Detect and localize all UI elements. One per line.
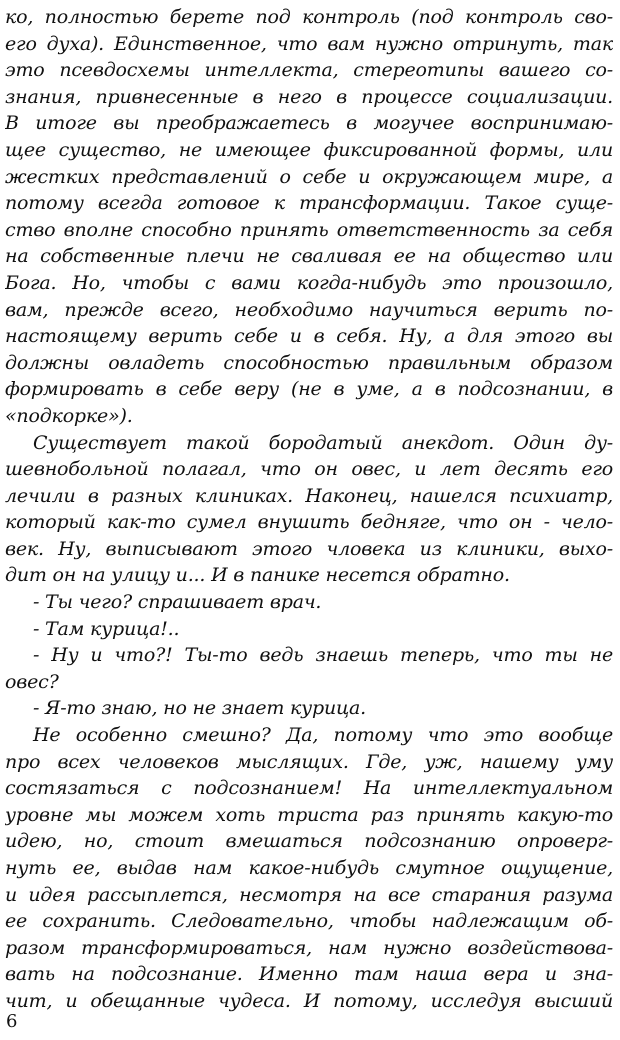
text-line: - Ты чего? спрашивает врач.	[33, 591, 322, 614]
text-line: должны овладеть способностью правильным образом	[5, 351, 613, 374]
text-line: уровне мы можем хоть триста раз принять какую-то	[5, 803, 613, 826]
text-line: лечили в разных клиниках. Наконец, нашелся психиатр,	[5, 484, 613, 507]
text-line: про всех человеков мыслящих. Где, уж, нашему уму	[5, 750, 613, 773]
text-line: нуть ее, выдав нам какое-нибудь смутное ощущение,	[5, 857, 613, 879]
text-line: ство вполне способно принять ответственность за себя	[5, 218, 613, 241]
text-line: вам, прежде всего, необходимо научиться верить по-	[5, 298, 613, 321]
text-line: ее сохранить. Следовательно, чтобы надлежащим об-	[5, 910, 613, 933]
body-text	[5, 4, 613, 1015]
text-line: чит, и обещанные чудеса. И потому, исследуя высший	[5, 989, 613, 1012]
text-line: знания, привнесенные в него в процессе социализации.	[5, 85, 613, 108]
text-line: и идея рассыплется, несмотря на все старания разума	[5, 883, 613, 906]
text-line: формировать в себе веру (не в уме, а в подсознании, в	[5, 378, 613, 401]
text-line: век. Ну, выписывают этого чловека из клиники, выхо-	[5, 537, 613, 560]
text-line: который как-то сумел внушить бедняге, что он - чело-	[5, 511, 613, 534]
text-line: идею, но, стоит вмешаться подсознанию опроверг-	[5, 830, 613, 853]
text-line: овес?	[5, 670, 59, 693]
text-line: В итоге вы преображаетесь в могучее воспринимаю-	[5, 112, 613, 135]
text-line: шевнобольной полагал, что он овес, и лет десять его	[5, 458, 613, 481]
text-line: разом трансформироваться, нам нужно воздействова-	[5, 936, 613, 959]
text-line: - Там курица!..	[33, 617, 180, 640]
text-line: ко, полностью берете под контроль (под контроль сво-	[5, 6, 613, 28]
page-number: 6	[6, 1011, 18, 1032]
text-line: потому всегда готовое к трансформации. Такое суще-	[5, 192, 613, 215]
text-line: «подкорке»).	[5, 404, 133, 427]
text-line: дит он на улицу и... И в панике несется обратно.	[5, 564, 510, 587]
text-line: Существует такой бородатый анекдот. Один ду-	[33, 431, 613, 454]
text-line: Не особенно смешно? Да, потому что это вообще	[33, 724, 613, 747]
text-line: состязаться с подсознанием! На интеллектуальном	[5, 777, 613, 800]
text-line: жестких представлений о себе и окружающем мире, а	[5, 165, 613, 188]
text-line: - Я-то знаю, но не знает курица.	[33, 697, 367, 720]
text-line: настоящему верить себе и в себя. Ну, а для этого вы	[5, 325, 613, 348]
text-line: это псевдосхемы интеллекта, стереотипы вашего со-	[5, 59, 613, 82]
text-line: вать на подсознание. Именно там наша вера и зна-	[5, 963, 613, 986]
text-line: на собственные плечи не сваливая ее на общество или	[5, 245, 613, 268]
text-line: щее существо, не имеющее фиксированной формы, или	[5, 138, 613, 161]
text-line: его духа). Единственное, что вам нужно отринуть, так	[5, 32, 613, 55]
text-line: - Ну и что?! Ты-то ведь знаешь теперь, что ты не	[33, 644, 613, 667]
text-line: Бога. Но, чтобы с вами когда-нибудь это произошло,	[5, 271, 613, 294]
